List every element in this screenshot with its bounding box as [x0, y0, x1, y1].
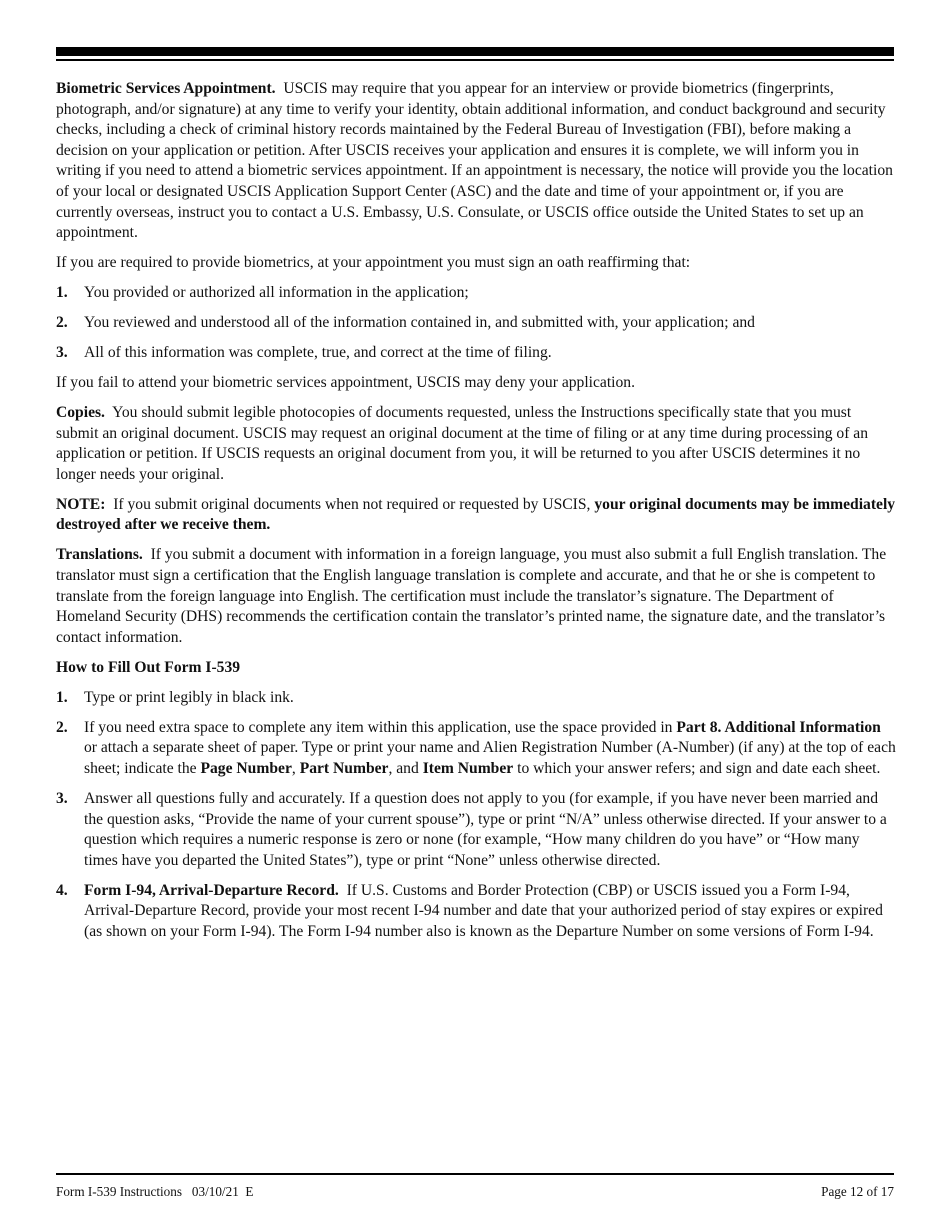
- list-number: 2.: [56, 718, 68, 736]
- list-text: You reviewed and understood all of the information contained in, and submitted with, your application; and: [84, 314, 755, 332]
- oath-item: [56, 343, 896, 364]
- item4-text: If U.S. Customs and Border Protection (CBP) or USCIS issued you a Form I-94, Arrival-Departure Record, provide your most recent I-94 number and date that your authorized period of stay expires or expired (as shown on your Form I-94). The Form I-94 number also is known as the Departure Number on some versions of Form I-94.: [84, 881, 883, 940]
- list-number: 2.: [56, 314, 68, 332]
- list-text: Answer all questions fully and accurately. If a question does not apply to you (for example, if you have never been married and the question asks, “Provide the name of your current spouse”), type or print “N/A” unless otherwise directed. If your answer to a question which requires a numeric response is zero or none (for example, “How many children do you have” or “How many times have you departed the United States”), type or print “None” unless otherwise directed.: [84, 789, 887, 869]
- translations-heading: Translations.: [56, 546, 143, 564]
- page-footer: [56, 1182, 894, 1203]
- item4-bold-heading: Form I-94, Arrival-Departure Record.: [84, 881, 339, 899]
- list-text: [84, 718, 896, 780]
- oath-item: [56, 313, 896, 334]
- copies-heading: Copies.: [56, 404, 105, 422]
- list-number: 1.: [56, 688, 68, 706]
- item2-text-a: If you need extra space to complete any item within this application, use the space provided in: [84, 718, 673, 736]
- how-to-item: [56, 688, 896, 709]
- page-number: Page 12 of 17: [821, 1184, 894, 1199]
- copies-text: You should submit legible photocopies of documents requested, unless the Instructions specifically state that you must submit an original document. USCIS may request an original document at the time of filing or at any time during processing of an application or petition. If USCIS requests an original document from you, it will be returned to you after USCIS determines it no longer needs your original.: [56, 404, 869, 483]
- biometric-heading: Biometric Services Appointment.: [56, 80, 276, 97]
- list-number: 3.: [56, 789, 68, 807]
- footer-rule: [56, 1173, 894, 1175]
- item2-bold-item-number: Item Number: [422, 759, 514, 777]
- item2-text-c: ,: [291, 759, 296, 777]
- list-text: You provided or authorized all information in the application;: [84, 284, 469, 302]
- document-body: [56, 79, 896, 952]
- how-to-item: [56, 881, 896, 943]
- item2-bold-part-number: Part Number: [299, 759, 389, 777]
- list-text: All of this information was complete, true, and correct at the time of filing.: [84, 344, 552, 362]
- note-bold-text: your original documents may be immediately destroyed after we receive them.: [56, 495, 896, 534]
- translations-text: If you submit a document with information in a foreign language, you must also submit a full English translation. The translator must sign a certification that the English language translation is complete and accurate, and that he or she is competent to translate from the foreign language into English. The certification must include the translator’s signature. The Department of Homeland Security (DHS) recommends the certification contain the translator’s printed name, the signature date, and the translator’s contact information.: [56, 546, 887, 646]
- list-number: 1.: [56, 284, 68, 302]
- oath-item: [56, 283, 896, 304]
- item2-text-d: , and: [388, 759, 419, 777]
- oath-intro: If you are required to provide biometrics, at your appointment you must sign an oath reaffirming that:: [56, 254, 691, 272]
- item2-bold-part8: Part 8. Additional Information: [676, 718, 881, 736]
- item2-text-e: to which your answer refers; and sign and date each sheet.: [517, 759, 881, 777]
- note-paragraph: [56, 495, 896, 536]
- list-text: Type or print legibly in black ink.: [84, 688, 294, 706]
- list-text: [84, 881, 896, 943]
- how-to-item: [56, 789, 896, 871]
- header-rule-thin: [56, 59, 894, 61]
- form-edition: Form I-539 Instructions 03/10/21 E: [56, 1184, 254, 1199]
- note-text: If you submit original documents when not required or requested by USCIS,: [113, 495, 591, 513]
- how-to-item: [56, 718, 896, 780]
- header-rule-thick: [56, 47, 894, 56]
- note-label: NOTE:: [56, 495, 106, 513]
- item2-text-b: or attach a separate sheet of paper. Type or print your name and Alien Registration Number (A-Number) (if any) at the top of each sheet; indicate the: [84, 739, 896, 777]
- copies-paragraph: [56, 403, 896, 485]
- list-number: 3.: [56, 344, 68, 362]
- item2-bold-page-number: Page Number: [200, 759, 292, 777]
- fail-to-attend-text: If you fail to attend your biometric services appointment, USCIS may deny your application.: [56, 374, 636, 392]
- how-to-heading: How to Fill Out Form I-539: [56, 658, 241, 676]
- translations-paragraph: [56, 545, 896, 648]
- biometric-text: USCIS may require that you appear for an interview or provide biometrics (fingerprints, photograph, and/or signature) at any time to verify your identity, obtain additional information, and conduct background and security checks, including a check of criminal history records maintained by the Federal Bureau of Investigation (FBI), before making a decision on your application or petition. After USCIS receives your application and ensures it is complete, we will inform you in writing if you need to attend a biometric services appointment. If an appointment is necessary, the notice will provide you the location of your local or designated USCIS Application Support Center (ASC) and the date and time of your appointment or, if you are currently overseas, instruct you to contact a U.S. Embassy, U.S. Consulate, or USCIS office outside the United States to set up an appointment.: [56, 80, 893, 242]
- biometric-paragraph: [56, 79, 896, 244]
- list-number: 4.: [56, 881, 68, 899]
